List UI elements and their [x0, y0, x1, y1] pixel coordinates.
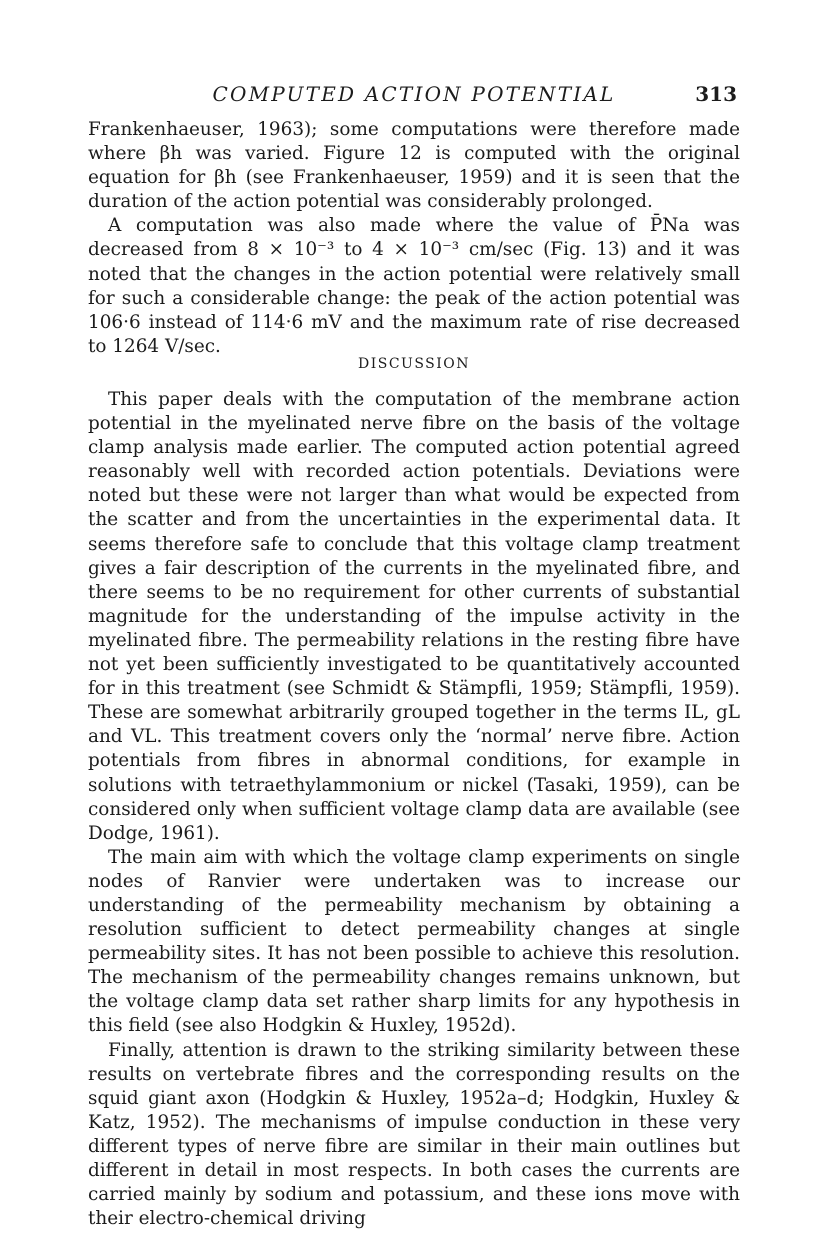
paragraph-discussion-3: Finally, attention is drawn to the striking similarity between these results on vertebrate fibres and the corresponding results on the squid giant axon (Hodgkin & Huxley, 1952a–d; Hodgkin, Huxley & Katz, 1952). The mechanisms of impulse conduction in these very different types of nerve fibre are similar in their main outlines but different in detail in most respects. In both cases the currents are carried mainly by sodium and potassium, and these ions move with their electro-chemical driving	[88, 1039, 740, 1230]
running-title: COMPUTED ACTION POTENTIAL	[212, 82, 616, 106]
discussion-section	[88, 388, 740, 1231]
page-number: 313	[695, 82, 737, 106]
paragraph-continuation: Frankenhaeuser, 1963); some computations were therefore made where βh was varied. Figure 12 is computed with the original equation for βh (see Frankenhaeuser, 1959) and it is seen that the duration of the action potential was considerably prolonged.	[88, 119, 740, 213]
paragraph-pna-computation: A computation was also made where the value of P̄Na was decreased from 8 × 10⁻³ to 4 × 10⁻³ cm/sec (Fig. 13) and it was noted that the changes in the action potential were relatively small for such a considerable change: the peak of the action potential was 106·6 instead of 114·6 mV and the maximum rate of rise decreased to 1264 V/sec.	[88, 215, 740, 357]
results-continuation	[88, 118, 740, 359]
paragraph-discussion-2: The main aim with which the voltage clamp experiments on single nodes of Ranvier were undertaken was to increase our understanding of the permeability mechanism by obtaining a resolution sufficient to detect permeability changes at single permeability sites. It has not been possible to achieve this resolution. The mechanism of the permeability changes remains unknown, but the voltage clamp data set rather sharp limits for any hypothesis in this field (see also Hodgkin & Huxley, 1952d).	[88, 846, 740, 1037]
page-header	[88, 82, 740, 112]
section-heading-discussion: DISCUSSION	[357, 356, 471, 372]
paragraph-discussion-1: This paper deals with the computation of the membrane action potential in the myelinated nerve fibre on the basis of the voltage clamp analysis made earlier. The computed action potential agreed reasonably well with recorded action potentials. Deviations were noted but these were not larger than what would be expected from the scatter and from the uncertainties in the experimental data. It seems therefore safe to conclude that this voltage clamp treatment gives a fair description of the currents in the myelinated fibre, and there seems to be no requirement for other currents of substantial magnitude for the understanding of the impulse activity in the myelinated fibre. The permeability relations in the resting fibre have not yet been sufficiently investigated to be quantitatively accounted for in this treatment (see Schmidt & Stämpfli, 1959; Stämpfli, 1959). These are somewhat arbitrarily grouped together in the terms IL, gL and VL. This treatment covers only the ‘normal’ nerve fibre. Action potentials from fibres in abnormal conditions, for example in solutions with tetraethylammonium or nickel (Tasaki, 1959), can be considered only when sufficient voltage clamp data are available (see Dodge, 1961).	[88, 389, 740, 844]
